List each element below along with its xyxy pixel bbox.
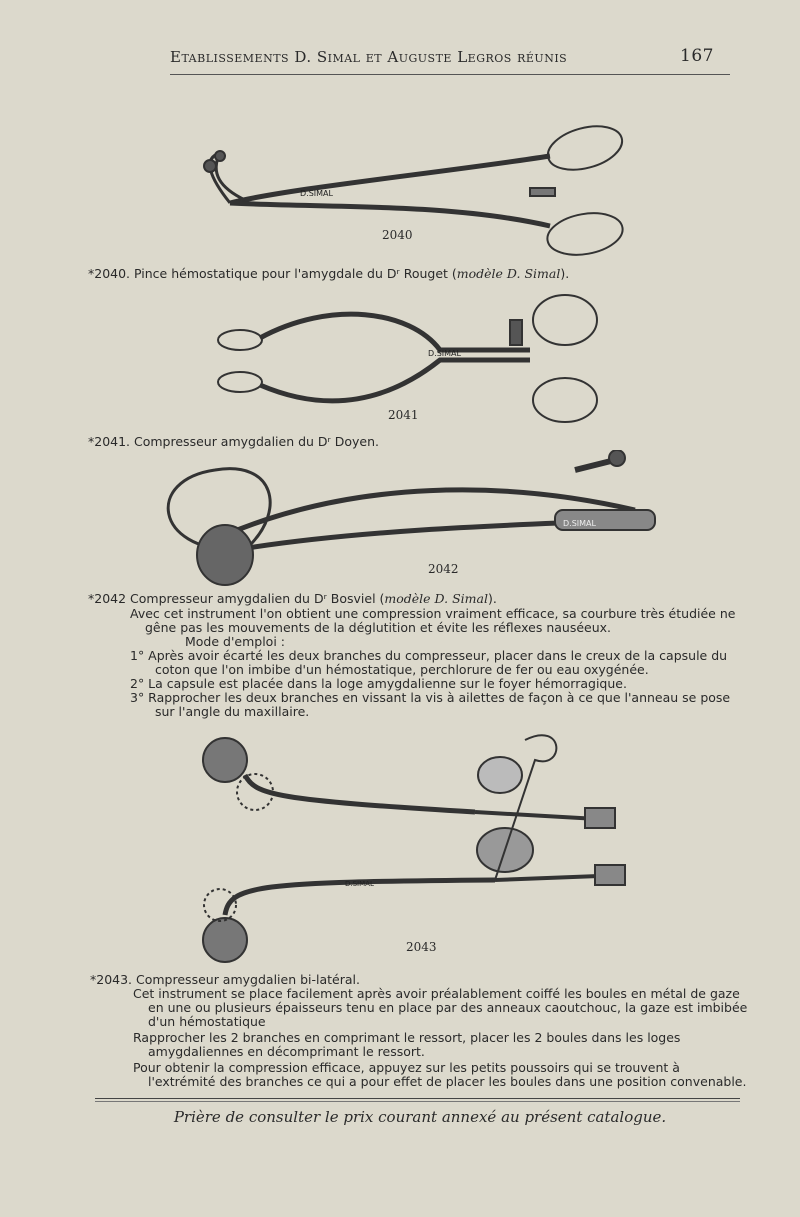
caption-2040-end: ). [560,266,570,281]
header-title: Etablissements D. Simal et Auguste Legros réunis [170,48,568,66]
figure-2043-number: 2043 [406,940,437,954]
figure-2040-number: 2040 [382,228,413,242]
caption-2042 [88,591,497,606]
footer-rule-thin [95,1101,740,1102]
text-2043-line-4: Rapprocher les 2 branches en comprimant le ressort, placer les 2 boules dans les loges [133,1030,681,1045]
caption-2042-model: modèle D. Simal [384,591,488,606]
footer-rule [95,1098,740,1099]
figure-2041-illustration [210,290,610,425]
text-2042-line-1: Avec cet instrument l'on obtient une compression vraiment efficace, sa courbure très étudiée ne [130,606,736,621]
figure-2041-number: 2041 [388,408,419,422]
header-rule [170,74,730,75]
figure-2040-engraving: D.SIMAL [300,189,333,198]
caption-2041: *2041. Compresseur amygdalien du Dʳ Doyen. [88,434,380,449]
caption-2042-end: ). [487,591,497,606]
figure-2041-engraving: D.SIMAL [428,349,461,358]
caption-2040-model: modèle D. Simal [456,266,561,281]
text-2043-line-7: l'extrémité des branches ce qui a pour effet de placer les boules dans une position convenable. [148,1074,747,1089]
figure-2043-illustration [195,720,635,970]
figure-2042-number: 2042 [428,562,459,576]
footer-note: Prière de consulter le prix courant annexé au présent catalogue. [173,1108,667,1126]
figure-2043-engraving: D.SIMAL [345,880,374,888]
text-2042-line-3: Mode d'emploi : [185,634,285,649]
text-2042-line-2: gêne pas les mouvements de la déglutition et évite les réflexes nauséeux. [145,620,612,635]
figure-2042-engraving: D.SIMAL [563,519,596,528]
text-2043-line-5: amygdaliennes en décomprimant le ressort. [148,1044,425,1059]
text-2043-line-1: Cet instrument se place facilement après avoir préalablement coiffé les boules en métal de gaze [133,986,740,1001]
caption-2042-text: *2042 Compresseur amygdalien du Dʳ Bosviel ( [88,591,385,606]
caption-2040 [88,266,569,281]
text-2042-line-7: 3° Rapprocher les deux branches en vissant la vis à ailettes de façon à ce que l'anneau se pose [130,690,731,705]
text-2042-line-4: 1° Après avoir écarté les deux branches du compresseur, placer dans le creux de la capsule du [130,648,728,663]
text-2042-line-6: 2° La capsule est placée dans la loge amygdalienne sur le foyer hémorragique. [130,676,627,691]
text-2042-line-5: coton que l'on imbibe d'un hémostatique, perchlorure de fer ou eau oxygénée. [155,662,649,677]
text-2043-line-3: d'un hémostatique [148,1014,266,1029]
text-2042-line-8: sur l'angle du maxillaire. [155,704,310,719]
page-number: 167 [680,46,714,66]
caption-2043: *2043. Compresseur amygdalien bi-latéral. [90,972,360,987]
text-2043-line-2: en une ou plusieurs épaisseurs tenu en place par des anneaux caoutchouc, la gaze est imbibée [148,1000,748,1015]
figure-2042-illustration [155,450,665,590]
text-2043-line-6: Pour obtenir la compression efficace, appuyez sur les petits poussoirs qui se trouvent à [133,1060,680,1075]
caption-2040-text: *2040. Pince hémostatique pour l'amygdale du Dʳ Rouget ( [88,266,457,281]
figure-2040-illustration [190,118,630,268]
running-header [170,48,730,66]
